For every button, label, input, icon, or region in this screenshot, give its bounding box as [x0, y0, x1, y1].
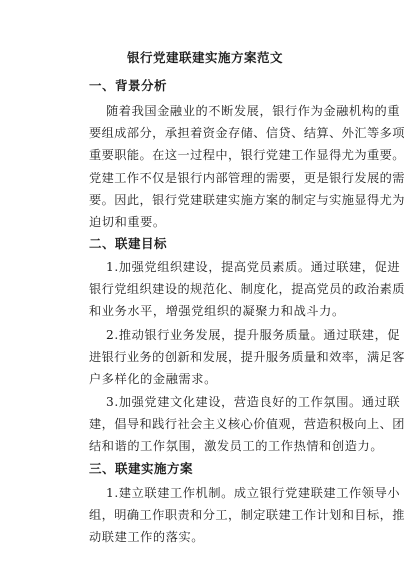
paragraph-line: 和业务水平，增强党组织的凝聚力和战斗力。: [89, 304, 345, 318]
paragraph-line: 建，倡导和践行社会主义核心价值观，营造积极向上、团: [89, 417, 405, 431]
paragraph-line: 银行党组织建设的规范化、制度化，提高党员的政治素质: [89, 282, 405, 296]
paragraph-line: 随着我国金融业的不断发展，银行作为金融机构的重: [106, 104, 401, 118]
section-heading-implementation: 三、联建实施方案: [89, 461, 194, 476]
section-heading-goals: 二、联建目标: [89, 236, 168, 251]
paragraph-line: 党建工作不仅是银行内部管理的需要，更是银行发展的需: [89, 171, 405, 185]
paragraph-line: 重要职能。在这一过程中，银行党建工作显得尤为重要。: [89, 148, 405, 162]
paragraph-line: 要组成部分，承担着资金存储、信贷、结算、外汇等多项: [89, 126, 405, 140]
paragraph-line: 迫切和重要。: [89, 215, 166, 229]
paragraph-line: 户多样化的金融需求。: [89, 372, 217, 386]
paragraph-line: 要。因此，银行党建联建实施方案的制定与实施显得尤为: [89, 193, 405, 207]
paragraph-line: 结和谐的工作氛围，激发员工的工作热情和创造力。: [89, 439, 384, 453]
paragraph-line: 1.加强党组织建设，提高党员素质。通过联建，促进: [106, 260, 401, 274]
paragraph-line: 3.加强党建文化建设，营造良好的工作氛围。通过联: [106, 395, 401, 409]
paragraph-line: 1.建立联建工作机制。成立银行党建联建工作领导小: [106, 486, 401, 500]
paragraph-line: 进银行业务的创新和发展，提升服务质量和效率，满足客: [89, 350, 405, 364]
paragraph-line: 动联建工作的落实。: [89, 530, 205, 544]
paragraph-line: 组，明确工作职责和分工，制定联建工作计划和目标，推: [89, 508, 405, 522]
section-heading-background: 一、背景分析: [89, 78, 168, 93]
document-title: 银行党建联建实施方案范文: [126, 50, 283, 65]
paragraph-line: 2.推动银行业务发展，提升服务质量。通过联建，促: [106, 328, 401, 342]
